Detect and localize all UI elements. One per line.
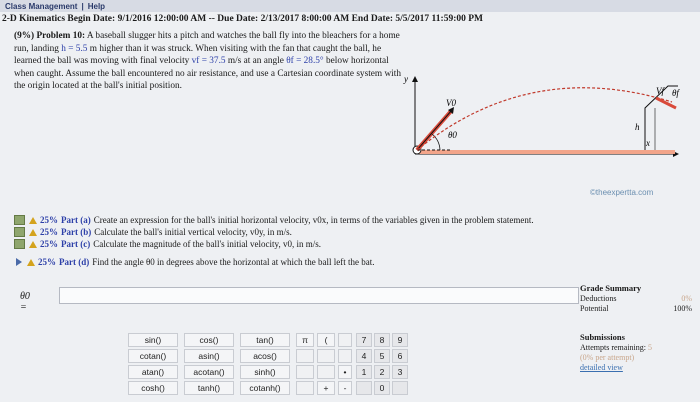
key-blank[interactable] xyxy=(296,349,314,363)
current-part-arrow-icon xyxy=(16,258,22,266)
trajectory-diagram xyxy=(404,72,692,162)
key-2[interactable]: 2 xyxy=(374,365,390,379)
v0-label: V0 xyxy=(446,98,456,108)
answer-input[interactable] xyxy=(59,287,579,304)
warning-icon xyxy=(29,229,37,236)
problem-lead: (9%) Problem 10: xyxy=(14,31,86,41)
part-percent: 25% xyxy=(40,215,58,225)
menu-help[interactable]: Help xyxy=(87,1,106,11)
key-cotanh[interactable]: cotanh() xyxy=(240,381,290,395)
key-atan[interactable]: atan() xyxy=(128,365,178,379)
height-value: h = 5.5 xyxy=(61,43,88,54)
key-pi[interactable]: π xyxy=(296,333,314,347)
key-tanh[interactable]: tanh() xyxy=(184,381,234,395)
key-cotan[interactable]: cotan() xyxy=(128,349,178,363)
assignment-header: 2-D Kinematics Begin Date: 9/1/2016 12:00:00 AM -- Due Date: 2/13/2017 8:00:00 AM End Date: 5/5/2017 11:59:00 PM xyxy=(2,14,484,24)
key-blank[interactable] xyxy=(392,381,408,395)
potential-value: 100% xyxy=(673,304,692,313)
part-text: Calculate the ball's initial vertical velocity, v0y, in m/s. xyxy=(94,227,292,237)
y-axis-label: y xyxy=(404,74,408,84)
key-blank[interactable] xyxy=(317,349,335,363)
completed-icon xyxy=(14,227,25,237)
part-c[interactable] xyxy=(14,238,694,250)
key-blank[interactable] xyxy=(317,365,335,379)
key-1[interactable]: 1 xyxy=(356,365,372,379)
top-menu-bar xyxy=(0,0,700,12)
key-9[interactable]: 9 xyxy=(392,333,408,347)
key-cos[interactable]: cos() xyxy=(184,333,234,347)
key-6[interactable]: 6 xyxy=(392,349,408,363)
key-4[interactable]: 4 xyxy=(356,349,372,363)
key-acotan[interactable]: acotan() xyxy=(184,365,234,379)
key-plus[interactable]: + xyxy=(317,381,335,395)
problem-statement xyxy=(14,30,409,93)
angle-value: θf = 28.5° xyxy=(286,56,324,67)
answer-label: θ0 = xyxy=(20,291,30,313)
warning-icon xyxy=(29,241,37,248)
key-minus[interactable]: - xyxy=(338,381,352,395)
x-axis-label: x xyxy=(646,138,650,148)
key-asin[interactable]: asin() xyxy=(184,349,234,363)
part-d[interactable] xyxy=(14,256,694,268)
watermark: ©theexpertta.com xyxy=(590,188,654,197)
part-a[interactable] xyxy=(14,214,694,226)
part-percent: 25% xyxy=(38,257,56,267)
key-5[interactable]: 5 xyxy=(374,349,390,363)
key-3[interactable]: 3 xyxy=(392,365,408,379)
deductions-label: Deductions xyxy=(580,294,617,303)
detailed-view-link[interactable]: detailed view xyxy=(580,363,623,372)
key-7[interactable]: 7 xyxy=(356,333,372,347)
key-blank[interactable] xyxy=(296,381,314,395)
key-blank[interactable] xyxy=(296,365,314,379)
part-label: Part (c) xyxy=(61,239,91,249)
menu-class-management[interactable]: Class Management xyxy=(5,1,78,11)
warning-icon xyxy=(27,259,35,266)
part-text: Find the angle θ0 in degrees above the horizontal at which the ball left the bat. xyxy=(92,257,375,267)
attempts-value: 5 xyxy=(648,343,652,352)
part-text: Calculate the magnitude of the ball's initial velocity, v0, in m/s. xyxy=(93,239,321,249)
part-b[interactable] xyxy=(14,226,694,238)
key-sin[interactable]: sin() xyxy=(128,333,178,347)
menu-separator: | xyxy=(81,1,84,11)
grade-summary xyxy=(580,283,692,373)
part-label: Part (a) xyxy=(61,215,91,225)
potential-label: Potential xyxy=(580,304,609,313)
thetaf-label: θf xyxy=(672,88,679,98)
part-label: Part (d) xyxy=(59,257,90,267)
key-cosh[interactable]: cosh() xyxy=(128,381,178,395)
y-axis-arrow-icon xyxy=(412,76,418,82)
attempts-label: Attempts remaining: xyxy=(580,343,646,352)
key-acos[interactable]: acos() xyxy=(240,349,290,363)
problem-text-3: m/s at an angle xyxy=(225,56,287,67)
key-blank[interactable] xyxy=(356,381,372,395)
grade-summary-title: Grade Summary xyxy=(580,283,642,293)
velocity-value: vf = 37.5 xyxy=(191,56,226,67)
final-velocity-vector xyxy=(656,98,676,108)
warning-icon xyxy=(29,217,37,224)
part-percent: 25% xyxy=(40,227,58,237)
problem-text-2: m higher than it was struck. When visiting with the fan that caught the ball, he learned the ball was moving with final velocity xyxy=(14,43,382,67)
part-percent: 25% xyxy=(40,239,58,249)
key-sinh[interactable]: sinh() xyxy=(240,365,290,379)
submissions-title: Submissions xyxy=(580,332,625,342)
key-tan[interactable]: tan() xyxy=(240,333,290,347)
vf-label: Vf xyxy=(656,86,664,96)
h-label: h xyxy=(635,122,640,132)
key-0[interactable]: 0 xyxy=(374,381,390,395)
key-blank[interactable] xyxy=(338,349,352,363)
theta0-label: θ0 xyxy=(448,130,457,140)
key-blank[interactable] xyxy=(338,333,352,347)
completed-icon xyxy=(14,239,25,249)
key-8[interactable]: 8 xyxy=(374,333,390,347)
parts-list xyxy=(14,214,694,268)
problem-text-1: A baseball slugger hits a pitch and watches the ball fly into the bleachers for a home run, landing xyxy=(14,31,400,54)
part-text: Create an expression for the ball's initial horizontal velocity, v0x, in terms of the variables given in the problem statement. xyxy=(93,215,534,225)
key-open-paren[interactable]: ( xyxy=(317,333,335,347)
key-dot[interactable]: • xyxy=(338,365,352,379)
completed-icon xyxy=(14,215,25,225)
deductions-value: 0% xyxy=(681,294,692,303)
per-attempt-text: (0% per attempt) xyxy=(580,353,635,362)
ground-strip xyxy=(415,150,675,154)
problem-text-4: below horizontal when caught. Assume the ball encountered no air resistance, and use a Cartesian coordinate system with the origin located at the ball's initial position. xyxy=(14,56,401,92)
part-label: Part (b) xyxy=(61,227,92,237)
